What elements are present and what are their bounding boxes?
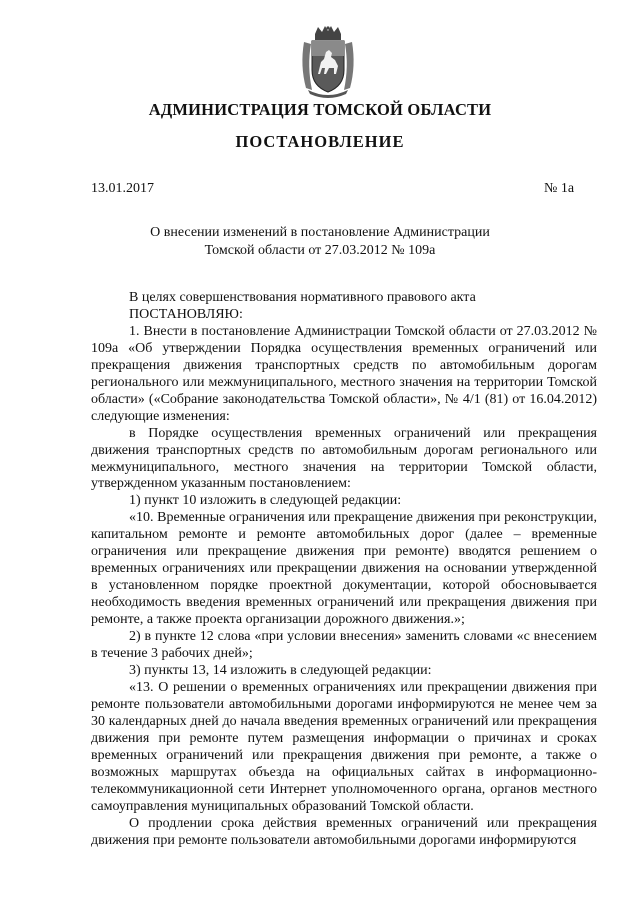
paragraph-subitem-1: 1) пункт 10 изложить в следующей редакции:: [129, 493, 402, 509]
paragraph-subitem-3: 3) пункты 13, 14 изложить в следующей редакции:: [129, 662, 432, 678]
organization-title: АДМИНИСТРАЦИЯ ТОМСКОЙ ОБЛАСТИ: [148, 100, 492, 119]
paragraph-item-1: 1. Внести в постановление Администрации Томской области от 27.03.2012 № 109а «Об утверждении Порядка осуществления временных ограничений или прекращения движения транспортных средств по автомобильным дорогам регионального или межмуниципального, местного значения на территории Томской области» («Собрание законодательства Томской области», № 4/1 (81) от 16.04.2012) следующие изменения:: [91, 323, 597, 424]
document-subject: [0, 224, 640, 260]
subject-line-1: О внесении изменений в постановление Администрации: [150, 225, 490, 240]
document-number: № 1а: [544, 181, 575, 196]
paragraph-clause-13: «13. О решении о временных ограничениях или прекращении движения при ремонте пользователи автомобильными дорогами информируются не менее чем за 30 календарных дней до начала введения временных ограничений или прекращения движения при ремонте путем размещения информации о причинах и сроках временных ограничений или прекращения движения при ремонте, а также о возможных маршрутах объезда на официальных сайтах в информационно-телекоммуникационной сети Интернет уполномоченного органа, органов местного самоуправления муниципальных образований Томской области.: [91, 679, 597, 814]
paragraph-order-scope: в Порядке осуществления временных ограничений или прекращения движения транспортных средств по автомобильным дорогам регионального или межмуниципального, местного значения на территории Томской области, утвержденном указанным постановлением:: [91, 425, 597, 492]
document-date: 13.01.2017: [91, 181, 154, 196]
document-body: [91, 290, 597, 849]
document-type-title: ПОСТАНОВЛЕНИЕ: [235, 132, 405, 151]
paragraph-extension: О продлении срока действия временных ограничений или прекращения движения при ремонте пользователи автомобильными дорогами информируются: [91, 815, 597, 848]
coat-of-arms-emblem: [298, 26, 358, 98]
paragraph-preamble: В целях совершенствования нормативного правового акта: [129, 290, 476, 305]
paragraph-subitem-2: 2) в пункте 12 слова «при условии внесения» заменить словами «с внесением в течение 3 рабочих дней»;: [91, 629, 597, 662]
subject-line-2: Томской области от 27.03.2012 № 109а: [204, 243, 436, 258]
paragraph-resolve: ПОСТАНОВЛЯЮ:: [129, 306, 243, 322]
paragraph-clause-10: «10. Временные ограничения или прекращение движения при реконструкции, капитальном ремонте и ремонте автомобильных дорог (далее – временные ограничения или прекращение движения при ремонте) вводятся решением о временных ограничениях или прекращении движения на основании утвержденной в установленном порядке проектной документации, которой обосновывается необходимость введения временных ограничений или прекращения движения при ремонте, а также проекта организации дорожного движения.»;: [91, 510, 597, 628]
